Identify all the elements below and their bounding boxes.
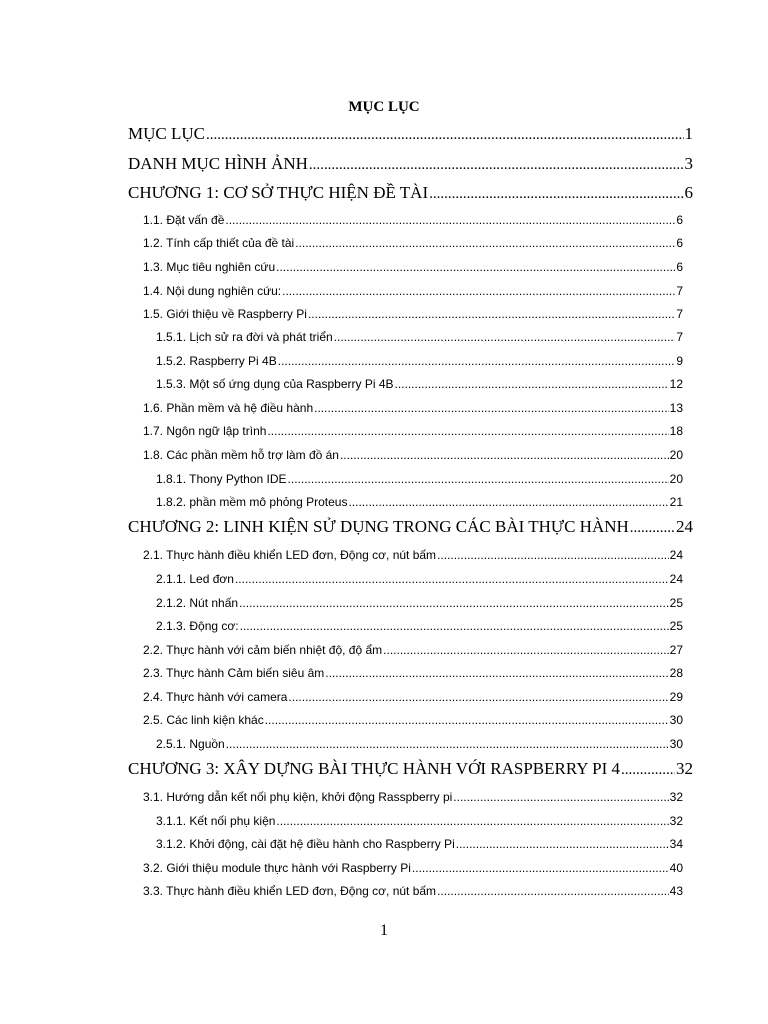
toc-chapter-entry — [128, 124, 693, 144]
toc-entry — [156, 572, 683, 586]
toc-entry-text: 2.1.2. Nút nhấn — [156, 596, 239, 610]
toc-entry-page: 32 — [676, 759, 693, 778]
toc-entry-text: 1.5.2. Raspberry Pi 4B — [156, 354, 277, 368]
toc-entry — [143, 643, 683, 657]
toc-entry-text: 1.3. Mục tiêu nghiên cứu — [143, 260, 276, 274]
toc-entry-text: 3.1. Hướng dẫn kết nối phụ kiện, khởi động Rasspberry pi — [143, 790, 453, 804]
toc-entry-page: 25 — [669, 596, 683, 610]
toc-entry-page: 3 — [684, 154, 693, 173]
toc-entry-page: 7 — [676, 284, 683, 298]
dot-leader — [309, 157, 684, 174]
dot-leader — [276, 260, 675, 274]
toc-entry-text: 2.2. Thực hành với cảm biến nhiệt độ, độ ẩm — [143, 643, 383, 657]
toc-entry — [143, 213, 683, 227]
dot-leader — [276, 814, 668, 828]
toc-entry-page: 20 — [669, 472, 683, 486]
toc-entry-text: 2.3. Thực hành Cảm biến siêu âm — [143, 666, 325, 680]
toc-entry-page: 18 — [669, 424, 683, 438]
toc-entry — [156, 837, 683, 851]
dot-leader — [621, 762, 675, 779]
toc-entry-text: 1.6. Phần mềm và hệ điều hành — [143, 401, 314, 415]
toc-entry-page: 27 — [669, 643, 683, 657]
toc-entry-text: 1.8. Các phần mềm hỗ trợ làm đồ án — [143, 448, 339, 462]
toc-entry — [156, 814, 683, 828]
toc-entry — [156, 495, 683, 509]
toc-entry-text: 1.7. Ngôn ngữ lập trình — [143, 424, 267, 438]
dot-leader — [282, 284, 675, 298]
toc-title: MỤC LỤC — [348, 99, 420, 115]
toc-entry — [156, 472, 683, 486]
toc-entry — [143, 548, 683, 562]
toc-entry — [156, 330, 683, 344]
dot-leader — [437, 884, 669, 898]
toc-entry-page: 13 — [669, 401, 683, 415]
dot-leader — [226, 737, 669, 751]
dot-leader — [314, 401, 669, 415]
toc-entry-text: MỤC LỤC — [128, 124, 205, 143]
toc-entry-page: 6 — [684, 183, 693, 202]
dot-leader — [267, 424, 668, 438]
toc-entry-text: 2.1.3. Động cơ: — [156, 619, 239, 633]
toc-entry-text: 3.2. Giới thiệu module thực hành với Raspberry Pi — [143, 861, 411, 875]
toc-entry-text: DANH MỤC HÌNH ẢNH — [128, 154, 308, 173]
toc-chapter-entry — [128, 517, 693, 537]
toc-entry-page: 24 — [676, 517, 693, 536]
toc-entry — [156, 377, 683, 391]
toc-entry-text: 2.1. Thực hành điều khiển LED đơn, Động cơ, nút bấm — [143, 548, 437, 562]
dot-leader — [240, 619, 669, 633]
toc-entry-text: 1.2. Tính cấp thiết của đề tài — [143, 236, 295, 250]
toc-entry — [143, 861, 683, 875]
toc-entry-page: 21 — [669, 495, 683, 509]
toc-entry-page: 7 — [676, 330, 683, 344]
page-number: 1 — [380, 922, 388, 939]
toc-entry-page: 30 — [669, 713, 683, 727]
toc-entry-page: 29 — [669, 690, 683, 704]
dot-leader — [348, 495, 668, 509]
toc-chapter-entry — [128, 759, 693, 779]
toc-entry-text: CHƯƠNG 2: LINH KIỆN SỬ DỤNG TRONG CÁC BÀI THỰC HÀNH — [128, 517, 629, 536]
toc-entry-page: 1 — [684, 124, 693, 143]
dot-leader — [288, 690, 668, 704]
toc-entry-text: 1.8.2. phần mềm mô phỏng Proteus — [156, 495, 348, 509]
toc-entry — [143, 401, 683, 415]
toc-entry-text: CHƯƠNG 3: XÂY DỰNG BÀI THỰC HÀNH VỚI RASPBERRY PI 4 — [128, 759, 621, 778]
toc-entry-page: 6 — [676, 213, 683, 227]
toc-entry-page: 12 — [669, 377, 683, 391]
dot-leader — [437, 548, 669, 562]
toc-chapter-entry — [128, 183, 693, 203]
dot-leader — [288, 472, 669, 486]
toc-entry-text: 1.1. Đặt vấn đề — [143, 213, 225, 227]
toc-entry — [156, 596, 683, 610]
toc-entry-page: 7 — [676, 307, 683, 321]
toc-entry-text: 3.1.2. Khởi động, cài đặt hệ điều hành cho Raspberry Pi — [156, 837, 455, 851]
toc-entry-page: 30 — [669, 737, 683, 751]
dot-leader — [325, 666, 668, 680]
toc-entry-page: 24 — [669, 548, 683, 562]
toc-entry-page: 6 — [676, 236, 683, 250]
dot-leader — [265, 713, 669, 727]
toc-entry-page: 20 — [669, 448, 683, 462]
toc-entry — [143, 690, 683, 704]
dot-leader — [278, 354, 676, 368]
toc-chapter-entry — [128, 154, 693, 174]
toc-entry — [143, 424, 683, 438]
toc-entry — [143, 236, 683, 250]
dot-leader — [206, 127, 684, 144]
toc-entry-page: 32 — [669, 814, 683, 828]
toc-entry-text: CHƯƠNG 1: CƠ SỞ THỰC HIỆN ĐỀ TÀI — [128, 183, 429, 202]
dot-leader — [295, 236, 675, 250]
dot-leader — [225, 213, 675, 227]
toc-entry-text: 1.5.3. Một số ứng dụng của Raspberry Pi 4B — [156, 377, 394, 391]
toc-entry — [143, 713, 683, 727]
toc-entry-page: 28 — [669, 666, 683, 680]
toc-entry — [156, 737, 683, 751]
toc-entry-text: 2.4. Thực hành với camera — [143, 690, 288, 704]
toc-entry-text: 2.1.1. Led đơn — [156, 572, 234, 586]
toc-entry-text: 1.5.1. Lịch sử ra đời và phát triển — [156, 330, 333, 344]
dot-leader — [235, 572, 669, 586]
toc-entry-page: 6 — [676, 260, 683, 274]
toc-entry — [143, 666, 683, 680]
dot-leader — [239, 596, 669, 610]
dot-leader — [340, 448, 669, 462]
toc-entry — [143, 448, 683, 462]
toc-entry-page: 32 — [669, 790, 683, 804]
dot-leader — [334, 330, 676, 344]
toc-entry-text: 2.5. Các linh kiện khác — [143, 713, 264, 727]
dot-leader — [412, 861, 669, 875]
toc-entry-text: 3.3. Thực hành điều khiển LED đơn, Động cơ, nút bấm — [143, 884, 437, 898]
toc-entry-text: 1.8.1. Thony Python IDE — [156, 472, 287, 486]
toc-entry-text: 2.5.1. Nguồn — [156, 737, 225, 751]
dot-leader — [453, 790, 668, 804]
dot-leader — [395, 377, 669, 391]
toc-entry-page: 40 — [669, 861, 683, 875]
toc-entry-page: 24 — [669, 572, 683, 586]
toc-entry-text: 3.1.1. Kết nối phụ kiện — [156, 814, 276, 828]
toc-entry — [143, 790, 683, 804]
dot-leader — [383, 643, 668, 657]
dot-leader — [456, 837, 669, 851]
toc-entry-page: 43 — [669, 884, 683, 898]
toc-entry — [143, 884, 683, 898]
dot-leader — [630, 520, 675, 537]
toc-entry-page: 9 — [676, 354, 683, 368]
toc-entry — [143, 307, 683, 321]
toc-entry-text: 1.5. Giới thiệu về Raspberry Pi — [143, 307, 307, 321]
toc-entry — [156, 354, 683, 368]
toc-entry — [156, 619, 683, 633]
toc-entry — [143, 260, 683, 274]
dot-leader — [308, 307, 675, 321]
dot-leader — [429, 186, 683, 203]
toc-entry-page: 34 — [669, 837, 683, 851]
toc-entry — [143, 284, 683, 298]
toc-entry-text: 1.4. Nội dung nghiên cứu: — [143, 284, 282, 298]
toc-entry-page: 25 — [669, 619, 683, 633]
